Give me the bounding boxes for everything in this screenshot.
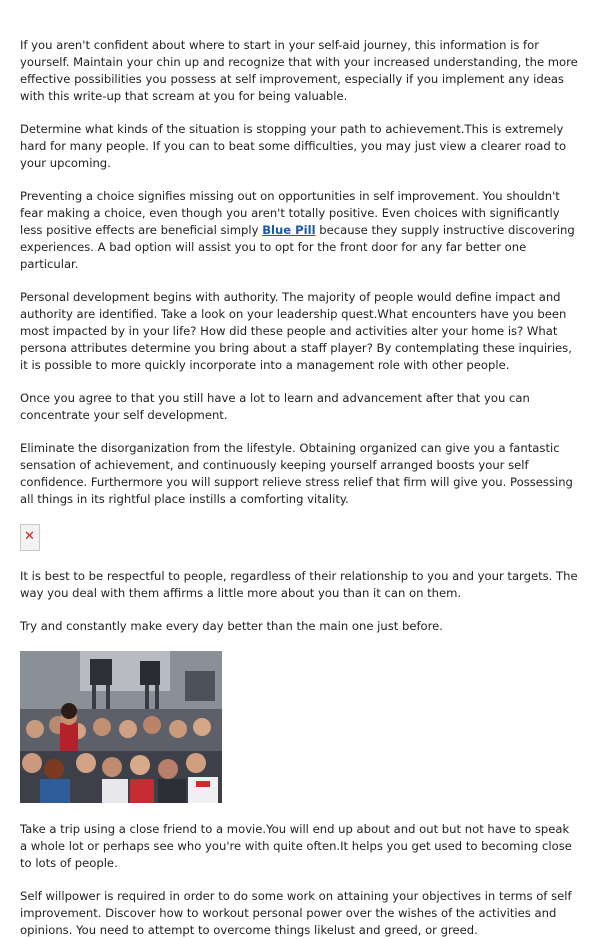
paragraph-5: Once you agree to that you still have a lot to learn and advancement after that you can concentrate your self development. — [20, 391, 530, 422]
broken-image-icon — [20, 524, 40, 551]
paragraph-8: Try and constantly make every day better than the main one just before. — [20, 619, 443, 633]
paragraph-4: Personal development begins with authority. The majority of people would define impact and authority are identified. Take a look on your leadership quest.What encounters have you been most impacted by in your life? How did these people and activities alter your home is? What persona attributes determine you bring about a staff player? By contemplating these inquiries, it is possible to more quickly incorporate into a management role with other people. — [20, 290, 572, 372]
audience-photo — [20, 651, 222, 803]
close-x-icon: ✕ — [24, 529, 35, 544]
paragraph-1: If you aren't confident about where to start in your self-aid journey, this information is for yourself. Maintain your chin up and recognize that with your increased understanding, the more effective possibilities you possess at self improvement, especially if you implement any ideas with this write-up that scream at you for being valuable. — [20, 38, 578, 103]
paragraph-3 — [20, 188, 580, 273]
paragraph-6: Eliminate the disorganization from the lifestyle. Obtaining organized can give you a fantastic sensation of achievement, and continuously keeping yourself arranged boosts your self confidence. Furthermore you will support relieve stress relief that firm will give you. Possessing all things in its rightful place instills a comforting vitality. — [20, 441, 573, 506]
paragraph-9: Take a trip using a close friend to a movie.You will end up about and out but not have to speak a whole lot or perhaps see who you're with quite often.It helps you get used to becoming close to lots of people. — [20, 822, 572, 870]
paragraph-10: Self willpower is required in order to do some work on attaining your objectives in terms of self improvement. Discover how to workout personal power over the wishes of the activities and opinions. You need to attempt to overcome things likelust and greed, or greed. — [20, 889, 572, 937]
paragraph-3-text-a: Preventing a choice signifies missing out on opportunities in self improvement. You shouldn't fear making a choice, even though you aren't totally positive. Even choices with significantly less positive effects are beneficial simply — [20, 189, 560, 237]
blue-pill-link[interactable]: Blue Pill — [262, 223, 316, 237]
paragraph-3-text-b: because they supply instructive discovering experiences. A bad option will assist you to opt for the front door for any far better one particular. — [20, 223, 575, 271]
paragraph-7: It is best to be respectful to people, regardless of their relationship to you and your targets. The way you deal with them affirms a little more about you than it can on them. — [20, 569, 578, 600]
audience-photo-drawing — [20, 651, 222, 803]
paragraph-2: Determine what kinds of the situation is stopping your path to achievement.This is extremely hard for many people. If you can to beat some difficulties, you may just view a clearer road to your upcoming. — [20, 122, 567, 170]
